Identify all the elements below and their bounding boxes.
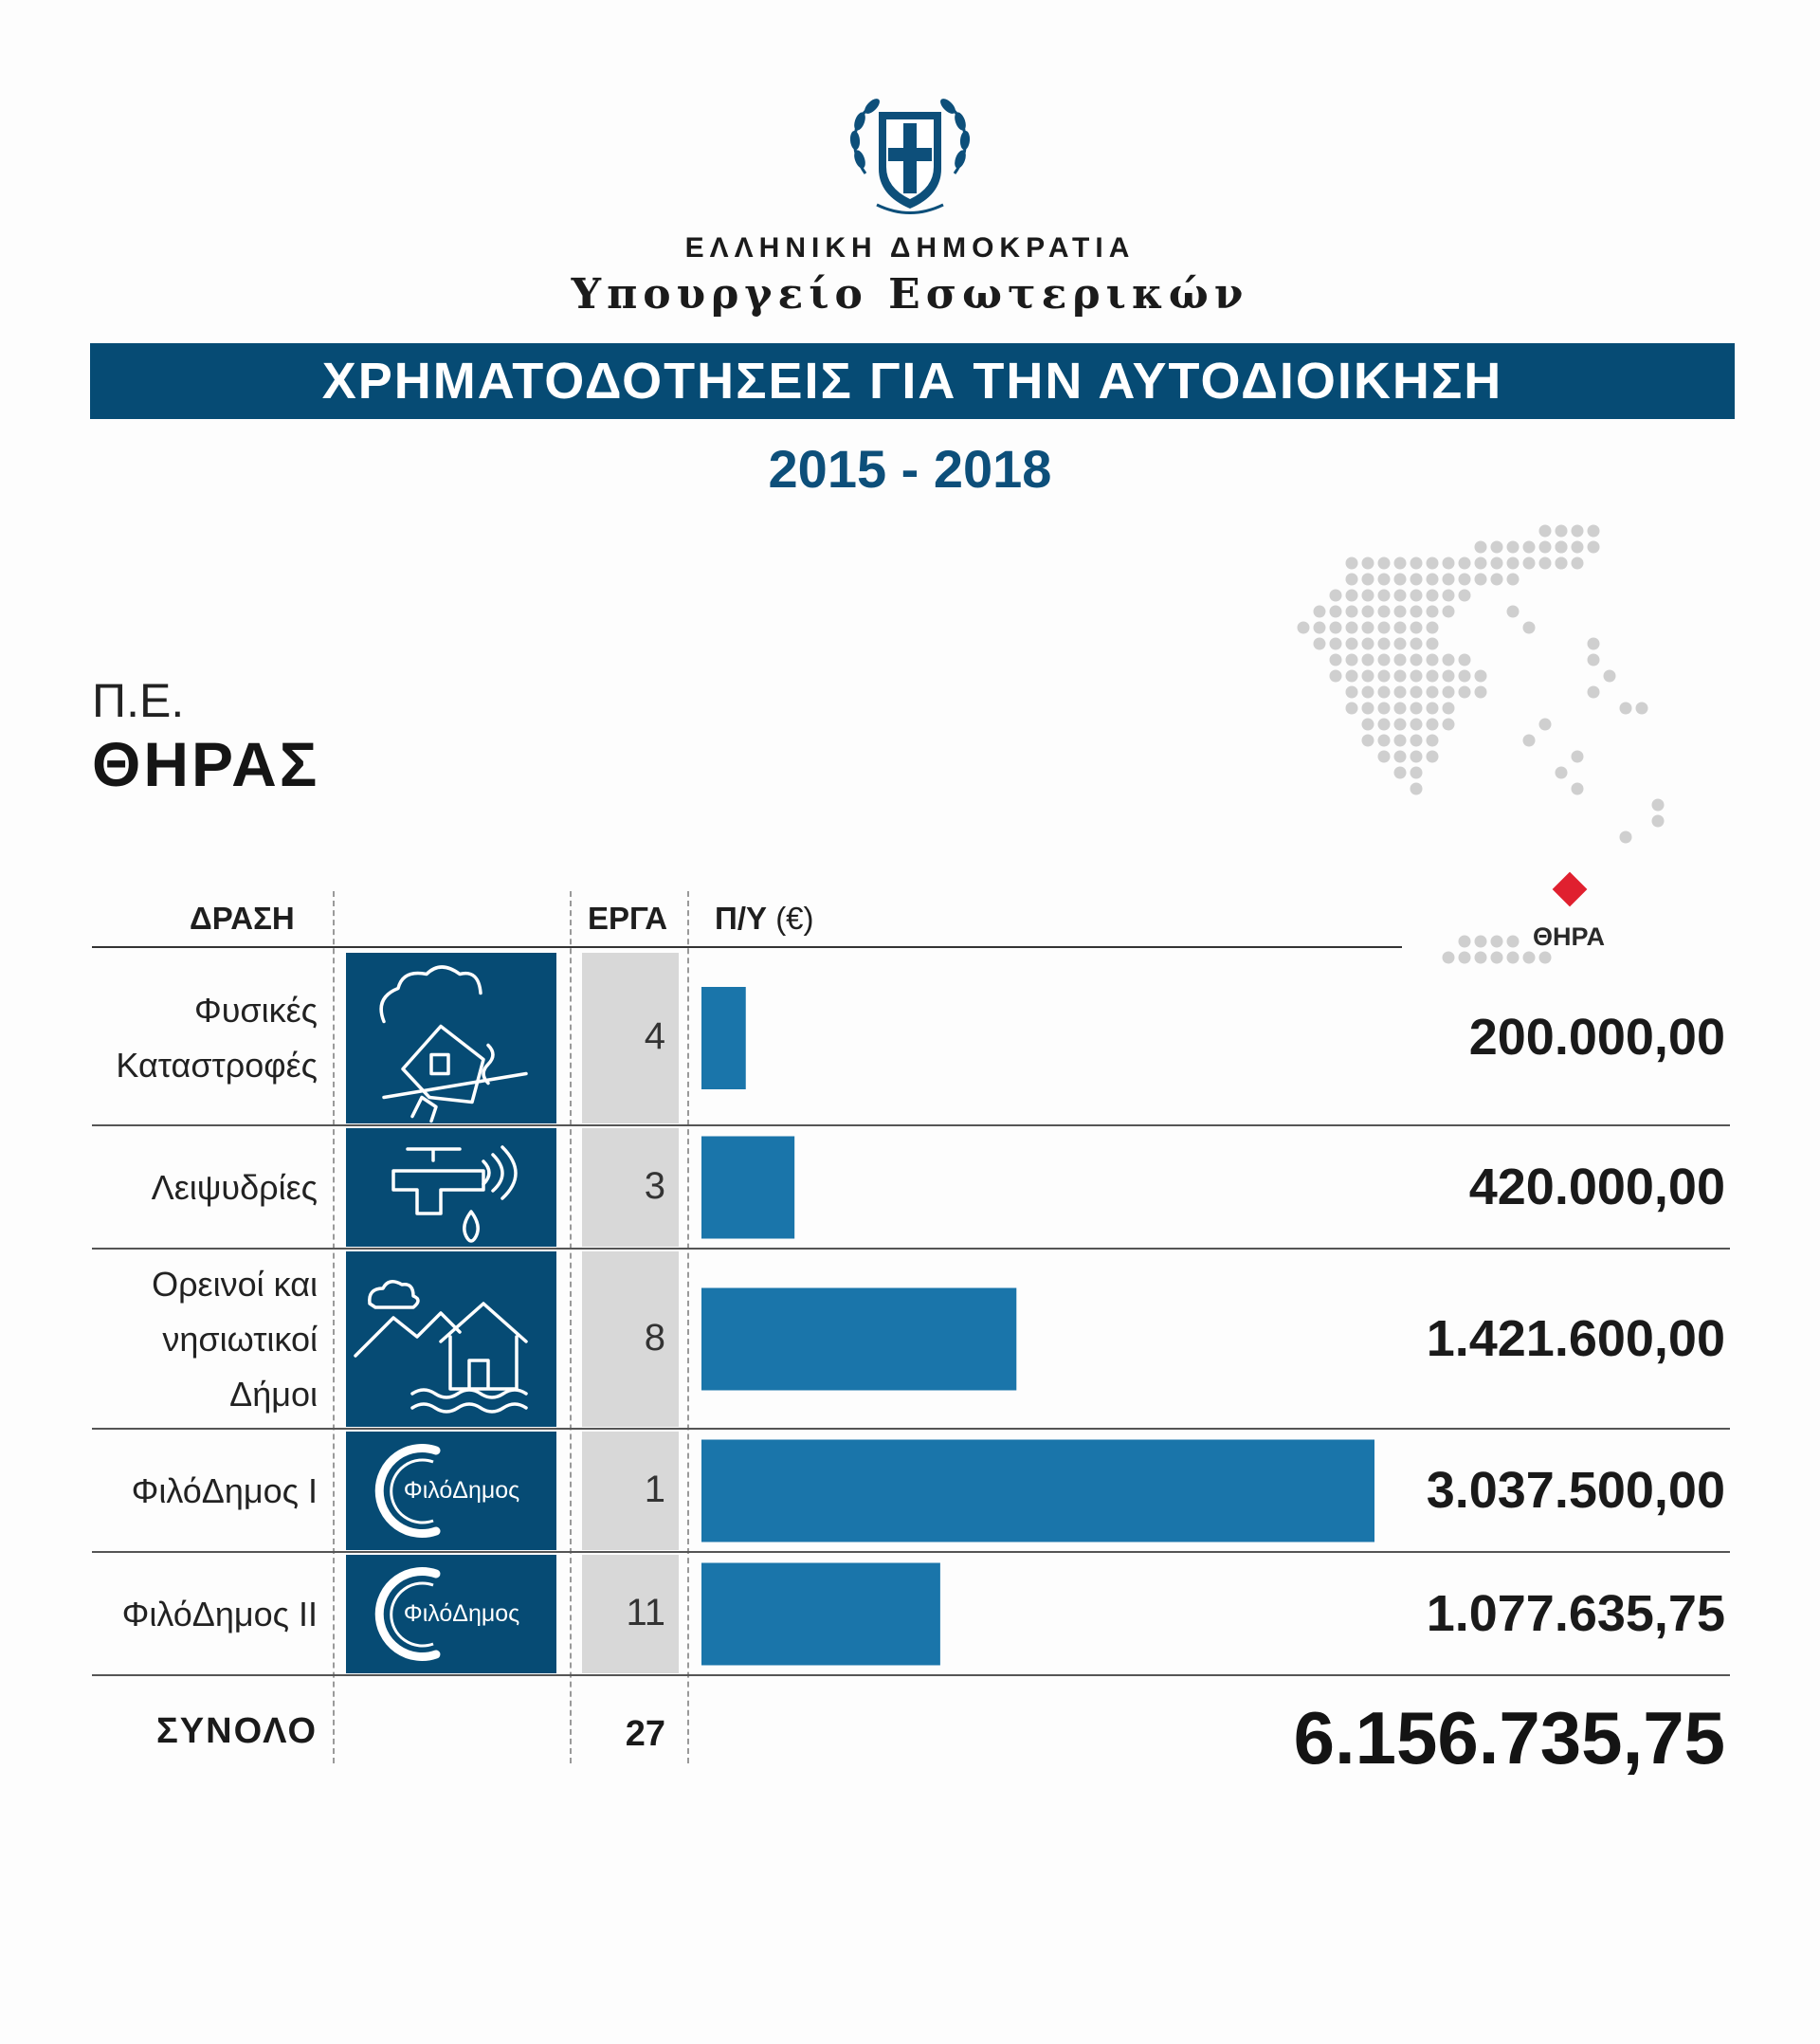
greece-dot-map — [1289, 517, 1668, 981]
map-dot — [1588, 525, 1600, 538]
map-dot — [1314, 622, 1326, 634]
bar-value-label: 200.000,00 — [1468, 1009, 1725, 1066]
map-dot — [1330, 654, 1342, 666]
region-name: ΘΗΡΑΣ — [92, 729, 320, 799]
svg-text:ΦιλόΔημος: ΦιλόΔημος — [403, 1477, 520, 1504]
map-dot — [1604, 670, 1616, 683]
map-dot — [1346, 557, 1358, 570]
map-dot — [1427, 590, 1439, 602]
bar-value-label: 420.000,00 — [1468, 1158, 1725, 1215]
row-divider — [92, 1551, 1730, 1553]
map-dot — [1378, 654, 1391, 666]
map-dot — [1443, 952, 1455, 964]
map-dot — [1475, 686, 1487, 699]
map-dot — [1427, 670, 1439, 683]
map-dot — [1572, 751, 1584, 763]
map-dot — [1394, 703, 1407, 715]
map-dot — [1620, 831, 1632, 844]
map-dot — [1378, 703, 1391, 715]
map-dot — [1523, 952, 1536, 964]
map-dot — [1507, 574, 1520, 586]
map-dot — [1394, 574, 1407, 586]
map-dot — [1427, 654, 1439, 666]
map-dot — [1410, 735, 1423, 747]
row-divider — [92, 1428, 1730, 1430]
header-divider — [92, 946, 1402, 948]
total-value: 6.156.735,75 — [1293, 1696, 1725, 1779]
map-dot — [1362, 719, 1374, 731]
map-dot — [1394, 557, 1407, 570]
map-dot — [1459, 670, 1471, 683]
row-label-line: ΦιλόΔημος Ι — [131, 1470, 318, 1510]
map-dot — [1491, 936, 1503, 948]
row-label-line: Δήμοι — [229, 1374, 318, 1414]
map-dot — [1491, 557, 1503, 570]
map-dot — [1378, 557, 1391, 570]
map-dot — [1427, 703, 1439, 715]
bar-value-label: 1.421.600,00 — [1426, 1309, 1725, 1367]
map-dot — [1378, 719, 1391, 731]
greek-coat-of-arms-emblem — [839, 83, 981, 226]
column-header-budget — [715, 901, 814, 937]
column-header-projects: ΕΡΓΑ — [588, 901, 668, 936]
water-tap-icon — [346, 1128, 556, 1247]
map-dot — [1346, 670, 1358, 683]
map-dot — [1378, 751, 1391, 763]
svg-text:ΦιλόΔημος: ΦιλόΔημος — [403, 1600, 520, 1627]
map-dot — [1620, 703, 1632, 715]
map-dot — [1443, 606, 1455, 618]
row-label-line: Καταστροφές — [116, 1046, 318, 1085]
map-dot — [1588, 638, 1600, 650]
map-dot — [1443, 557, 1455, 570]
bar-value-label: 3.037.500,00 — [1426, 1461, 1725, 1519]
map-dot — [1507, 557, 1520, 570]
map-dot — [1314, 638, 1326, 650]
map-dot — [1459, 936, 1471, 948]
total-label: ΣΥΝΟΛΟ — [155, 1711, 318, 1751]
row-label-line: Φυσικές — [193, 991, 318, 1030]
map-dot — [1459, 574, 1471, 586]
map-dot — [1394, 735, 1407, 747]
map-dot — [1459, 590, 1471, 602]
budget-bar — [701, 987, 746, 1089]
map-dot — [1394, 751, 1407, 763]
map-dot — [1475, 670, 1487, 683]
map-dot — [1539, 541, 1552, 554]
map-dot — [1636, 703, 1648, 715]
map-dot — [1523, 622, 1536, 634]
map-dot — [1298, 622, 1310, 634]
map-dot — [1410, 751, 1423, 763]
map-dot — [1427, 686, 1439, 699]
map-dot — [1378, 686, 1391, 699]
row-label-line: ΦιλόΔημος ΙΙ — [121, 1594, 318, 1633]
column-divider — [570, 891, 572, 1763]
map-dot — [1410, 670, 1423, 683]
row-label — [71, 983, 318, 1093]
region-marker — [1553, 872, 1588, 907]
map-dot — [1556, 557, 1568, 570]
map-dot — [1427, 719, 1439, 731]
map-dot — [1346, 654, 1358, 666]
map-dot — [1378, 735, 1391, 747]
map-dot — [1572, 541, 1584, 554]
map-dot — [1572, 525, 1584, 538]
map-dot — [1330, 590, 1342, 602]
map-dot — [1346, 686, 1358, 699]
projects-count: 1 — [644, 1468, 665, 1510]
filodimos-logo-icon — [346, 1432, 556, 1550]
map-dot — [1394, 767, 1407, 779]
map-dot — [1378, 606, 1391, 618]
map-dot — [1427, 574, 1439, 586]
budget-bar — [701, 1288, 1016, 1391]
map-dot — [1556, 767, 1568, 779]
map-dot — [1362, 574, 1374, 586]
map-dot — [1475, 541, 1487, 554]
map-dot — [1459, 557, 1471, 570]
map-dot — [1507, 606, 1520, 618]
budget-bar — [701, 1440, 1374, 1542]
row-label — [71, 1257, 318, 1422]
row-label — [71, 1160, 318, 1215]
row-divider — [92, 1674, 1730, 1676]
map-dot — [1378, 622, 1391, 634]
map-dot — [1475, 952, 1487, 964]
map-dot — [1443, 670, 1455, 683]
map-dot — [1491, 541, 1503, 554]
budget-bar — [701, 1563, 940, 1666]
map-dot — [1427, 606, 1439, 618]
map-dot — [1378, 638, 1391, 650]
map-dot — [1539, 525, 1552, 538]
map-dot — [1410, 574, 1423, 586]
map-dot — [1523, 541, 1536, 554]
map-dot — [1507, 952, 1520, 964]
projects-count: 4 — [644, 1015, 665, 1057]
projects-count: 8 — [644, 1316, 665, 1359]
map-dot — [1491, 574, 1503, 586]
map-dot — [1652, 799, 1665, 812]
map-dot — [1346, 638, 1358, 650]
country-title: ΕΛΛΗΝΙΚΗ ΔΗΜΟΚΡΑΤΙΑ — [684, 232, 1136, 264]
map-dot — [1459, 654, 1471, 666]
map-dot — [1475, 557, 1487, 570]
map-dot — [1362, 590, 1374, 602]
budget-header-unit: (€) — [775, 901, 814, 936]
column-divider — [687, 891, 689, 1763]
map-dot — [1443, 686, 1455, 699]
page-banner-title: ΧΡΗΜΑΤΟΔΟΤΗΣΕΙΣ ΓΙΑ ΤΗΝ ΑΥΤΟΔΙΟΙΚΗΣΗ — [90, 343, 1735, 419]
map-dot — [1410, 606, 1423, 618]
map-dot — [1459, 952, 1471, 964]
map-dot — [1394, 719, 1407, 731]
map-dot — [1410, 686, 1423, 699]
map-dot — [1346, 590, 1358, 602]
map-dot — [1523, 557, 1536, 570]
map-dot — [1523, 735, 1536, 747]
row-label — [71, 1587, 318, 1642]
column-header-action: ΔΡΑΣΗ — [190, 901, 295, 936]
map-dot — [1443, 590, 1455, 602]
map-dot — [1507, 541, 1520, 554]
map-dot — [1443, 574, 1455, 586]
ministry-title: Υπουργείο Εσωτερικών — [571, 270, 1249, 319]
map-dot — [1362, 557, 1374, 570]
map-dot — [1410, 767, 1423, 779]
row-label — [71, 1464, 318, 1519]
map-dot — [1330, 606, 1342, 618]
map-dot — [1330, 638, 1342, 650]
total-projects: 27 — [625, 1714, 665, 1754]
map-dot — [1410, 703, 1423, 715]
budget-header-label: Π/Υ — [715, 901, 768, 936]
map-dot — [1475, 936, 1487, 948]
map-dot — [1443, 654, 1455, 666]
map-dot — [1362, 654, 1374, 666]
map-dot — [1410, 719, 1423, 731]
map-dot — [1330, 622, 1342, 634]
map-dot — [1362, 703, 1374, 715]
natural-disaster-icon — [346, 953, 556, 1123]
map-dot — [1427, 622, 1439, 634]
map-dot — [1362, 606, 1374, 618]
map-dot — [1362, 686, 1374, 699]
column-divider — [333, 891, 335, 1763]
row-label-line: νησιωτικοί — [162, 1319, 318, 1359]
map-dot — [1394, 654, 1407, 666]
mountain-island-house-icon — [346, 1251, 556, 1427]
map-dot — [1588, 686, 1600, 699]
projects-count: 3 — [644, 1164, 665, 1207]
map-dot — [1410, 638, 1423, 650]
row-label-line: Λειψυδρίες — [151, 1167, 318, 1207]
map-dot — [1346, 622, 1358, 634]
map-dot — [1427, 557, 1439, 570]
map-dot — [1410, 622, 1423, 634]
map-dot — [1459, 686, 1471, 699]
filodimos-logo-icon — [346, 1555, 556, 1673]
map-dot — [1556, 525, 1568, 538]
map-dot — [1588, 654, 1600, 666]
map-dot — [1394, 606, 1407, 618]
period-subtitle: 2015 - 2018 — [768, 439, 1052, 499]
map-dot — [1588, 541, 1600, 554]
map-dot — [1410, 654, 1423, 666]
map-dot — [1378, 574, 1391, 586]
map-dot — [1346, 703, 1358, 715]
map-dot — [1314, 606, 1326, 618]
map-region-label: ΘΗΡΑ — [1532, 922, 1605, 951]
projects-count: 11 — [626, 1591, 665, 1633]
map-dot — [1394, 686, 1407, 699]
map-dot — [1362, 735, 1374, 747]
map-dot — [1572, 783, 1584, 795]
map-dot — [1378, 590, 1391, 602]
map-dot — [1362, 622, 1374, 634]
map-dot — [1427, 638, 1439, 650]
map-dot — [1443, 719, 1455, 731]
map-dot — [1427, 735, 1439, 747]
map-dot — [1556, 541, 1568, 554]
map-dot — [1378, 670, 1391, 683]
map-dot — [1394, 638, 1407, 650]
map-dot — [1330, 670, 1342, 683]
row-label-line: Ορεινοί και — [152, 1264, 318, 1304]
map-dot — [1410, 783, 1423, 795]
map-dot — [1539, 719, 1552, 731]
map-dot — [1539, 952, 1552, 964]
map-dot — [1410, 557, 1423, 570]
map-dot — [1410, 590, 1423, 602]
map-dot — [1362, 670, 1374, 683]
map-dot — [1394, 670, 1407, 683]
map-dot — [1443, 703, 1455, 715]
map-dot — [1427, 751, 1439, 763]
bar-value-label: 1.077.635,75 — [1426, 1584, 1725, 1642]
map-dot — [1346, 574, 1358, 586]
row-divider — [92, 1124, 1730, 1126]
map-dot — [1652, 815, 1665, 828]
map-dot — [1475, 574, 1487, 586]
region-prefix: Π.Ε. — [92, 674, 185, 727]
map-dot — [1362, 638, 1374, 650]
row-divider — [92, 1248, 1730, 1250]
map-dot — [1394, 590, 1407, 602]
map-dot — [1491, 952, 1503, 964]
budget-bar — [701, 1137, 794, 1239]
map-dot — [1394, 622, 1407, 634]
map-dot — [1572, 557, 1584, 570]
map-dot — [1346, 606, 1358, 618]
map-dot — [1539, 557, 1552, 570]
